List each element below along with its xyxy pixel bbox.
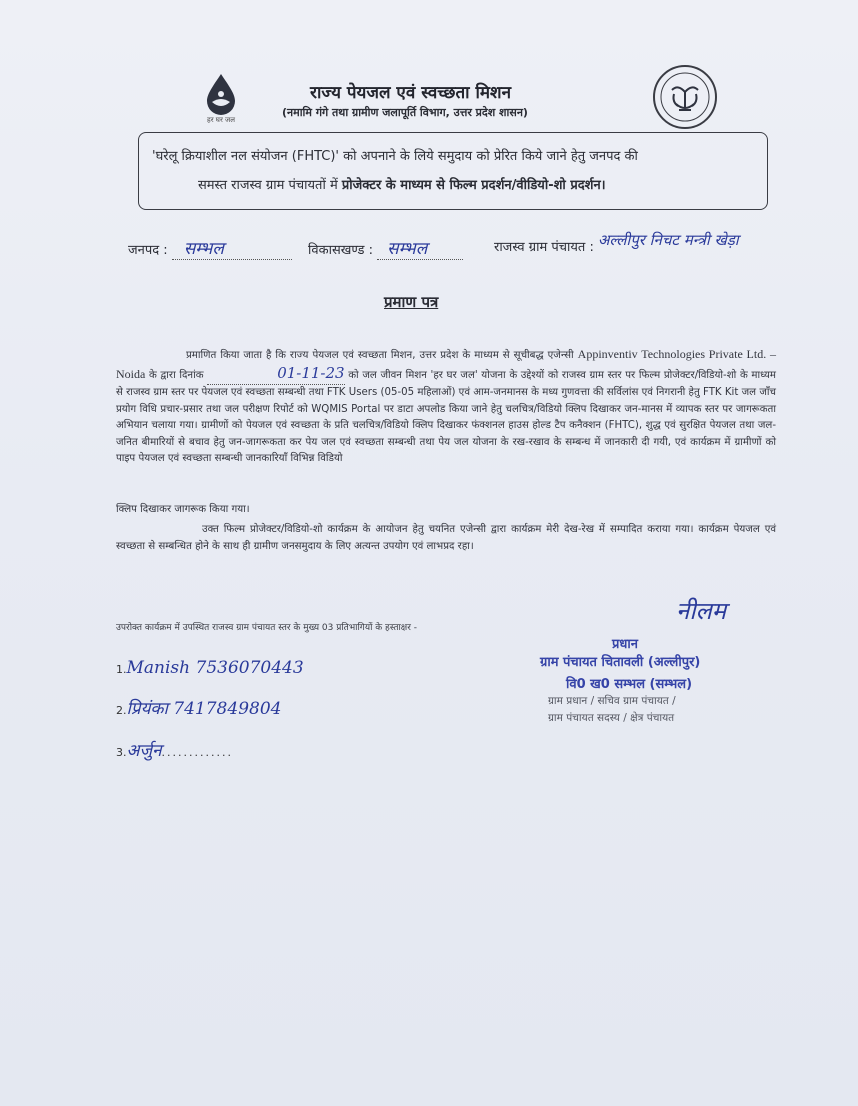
topic-line-2-prefix: समस्त राजस्व ग्राम पंचायतों में	[198, 178, 342, 193]
participant-entry: Manish 7536070443	[126, 658, 304, 678]
panchayat-value: अल्लीपुर निचट मन्त्री खेड़ा	[597, 231, 739, 249]
role-stamp: प्रधान	[612, 637, 638, 652]
certificate-paragraph-1	[116, 346, 776, 468]
participant-entry: प्रियंका 7417849804	[126, 699, 282, 719]
p1-date-prefix: के द्वारा दिनांक	[148, 369, 204, 381]
participants-note: उपरोक्त कार्यक्रम में उपस्थित राजस्व ग्राम पंचायत स्तर के मुख्य 03 प्रतिभागियों के हस्ताक्षर -	[116, 623, 418, 633]
block-value: सम्भल	[387, 239, 428, 259]
participant-row-1	[116, 658, 304, 678]
certificate-paragraph-1-end: क्लिप दिखाकर जागरूक किया गया।	[116, 504, 250, 515]
designation-line-2: ग्राम पंचायत सदस्य / क्षेत्र पंचायत	[548, 712, 675, 724]
participant-num: 1.	[116, 663, 127, 676]
certificate-title: प्रमाण पत्र	[384, 293, 439, 311]
emblem-icon	[652, 64, 718, 130]
certificate-paragraph-2: उक्त फिल्म प्रोजेक्टर/विडियो-शो कार्यक्रम के आयोजन हेतु चयनित एजेन्सी द्वारा कार्यक्रम मेरी देख-रेख में सम्पादित कराया गया। कार्यक्रम पेयजल एवं स्वच्छता से सम्बन्धित होने के साथ ही ग्रामीण जनसमुदाय के लिए अत्यन्त उपयोग एवं लाभप्रद रहा।	[116, 524, 776, 552]
logo-tagline: हर घर जल	[207, 116, 235, 124]
block-field	[308, 236, 463, 260]
state-emblem-seal	[652, 64, 718, 130]
block-stamp: वि0 ख0 सम्भल (सम्भल)	[566, 677, 693, 692]
participant-row-3: 3.अर्जुन.............	[116, 741, 234, 761]
participant-num: 2.	[116, 704, 127, 717]
topic-line-2-bold: प्रोजेक्टर के माध्यम से फिल्म प्रदर्शन/वीडियो-शो प्रदर्शन।	[341, 178, 606, 193]
district-label: जनपद :	[128, 243, 168, 258]
block-label: विकासखण्ड :	[308, 243, 374, 258]
p1-intro: प्रमाणित किया जाता है कि राज्य पेयजल एवं स्वच्छता मिशन, उत्तर प्रदेश के माध्यम से सूचीबद्ध एजेन्सी	[186, 350, 574, 361]
department-subtitle: (नमामि गंगे तथा ग्रामीण जलापूर्ति विभाग, उत्तर प्रदेश शासन)	[282, 106, 528, 119]
participant-row-2	[116, 696, 281, 719]
panchayat-label: राजस्व ग्राम पंचायत :	[494, 240, 594, 255]
topic-box	[138, 132, 768, 210]
participant-entry: अर्जुन	[126, 741, 162, 761]
district-value: सम्भल	[183, 239, 224, 259]
participant-num: 3.	[116, 746, 127, 759]
designation-line-1: ग्राम प्रधान / सचिव ग्राम पंचायत /	[548, 695, 676, 707]
water-drop-icon	[201, 72, 241, 116]
pradhan-signature: नीलम	[676, 597, 727, 625]
p1-body: को जल जीवन मिशन 'हर घर जल' योजना के उद्देश्यों को राजस्व ग्राम स्तर पर फिल्म प्रोजेक्टर/विडियो-शो के माध्यम से राजस्व ग्राम स्तर पर पेयजल एवं स्वच्छता सम्बन्धी तथा FTK Users (05-05 महिलाओं) एवं आम-जनमानस के मध्य गुणवत्ता की सर्विलांस एवं निगरानी हेतु FTK Kit जल जाँच प्रयोग विधि प्रचार-प्रसार तथा जल परीक्षण रिपोर्ट को WQMIS Portal पर डाटा अपलोड किया जाने हेतु चलचित्र/विडियो क्लिप दिखाकर जन-मानस में व्यापक स्तर पर जागरूकता अभियान चलाया गया। ग्रामीणों को पेयजल एवं स्वच्छता के प्रति चलचित्र/विडियो क्लिप दिखाकर फंक्शनल हाउस होल्ड टैप कनैक्शन (FHTC), शुद्ध एवं सुरक्षित पेयजल तथा जल-जनित बीमारियों से बचाव हेतु जन-जागरूकता कर पेय जल एवं स्वच्छता सम्बन्धी तथा पेय जल योजना के रख-रखाव के सम्बन्ध में जानकारी दी गयी, एवं कार्यक्रम में ग्रामीणों को पाइप पेयजल एवं स्वच्छता सम्बन्धी जानकारियाँ विभिन्न विडियो	[116, 369, 776, 464]
district-field	[128, 236, 292, 260]
program-date: 01-11-23	[277, 363, 345, 382]
topic-line-2	[198, 175, 606, 193]
topic-line-1: 'घरेलू क्रियाशील नल संयोजन (FHTC)' को अपनाने के लिये समुदाय को प्रेरित किये जाने हेतु जनपद की	[152, 149, 638, 164]
panchayat-field	[494, 231, 739, 256]
mission-title: राज्य पेयजल एवं स्वच्छता मिशन	[310, 83, 512, 103]
panchayat-stamp: ग्राम पंचायत चितावली (अल्लीपुर)	[540, 655, 701, 670]
agency-name: Appinventiv Technologies Private Ltd. – Noida	[116, 347, 776, 381]
